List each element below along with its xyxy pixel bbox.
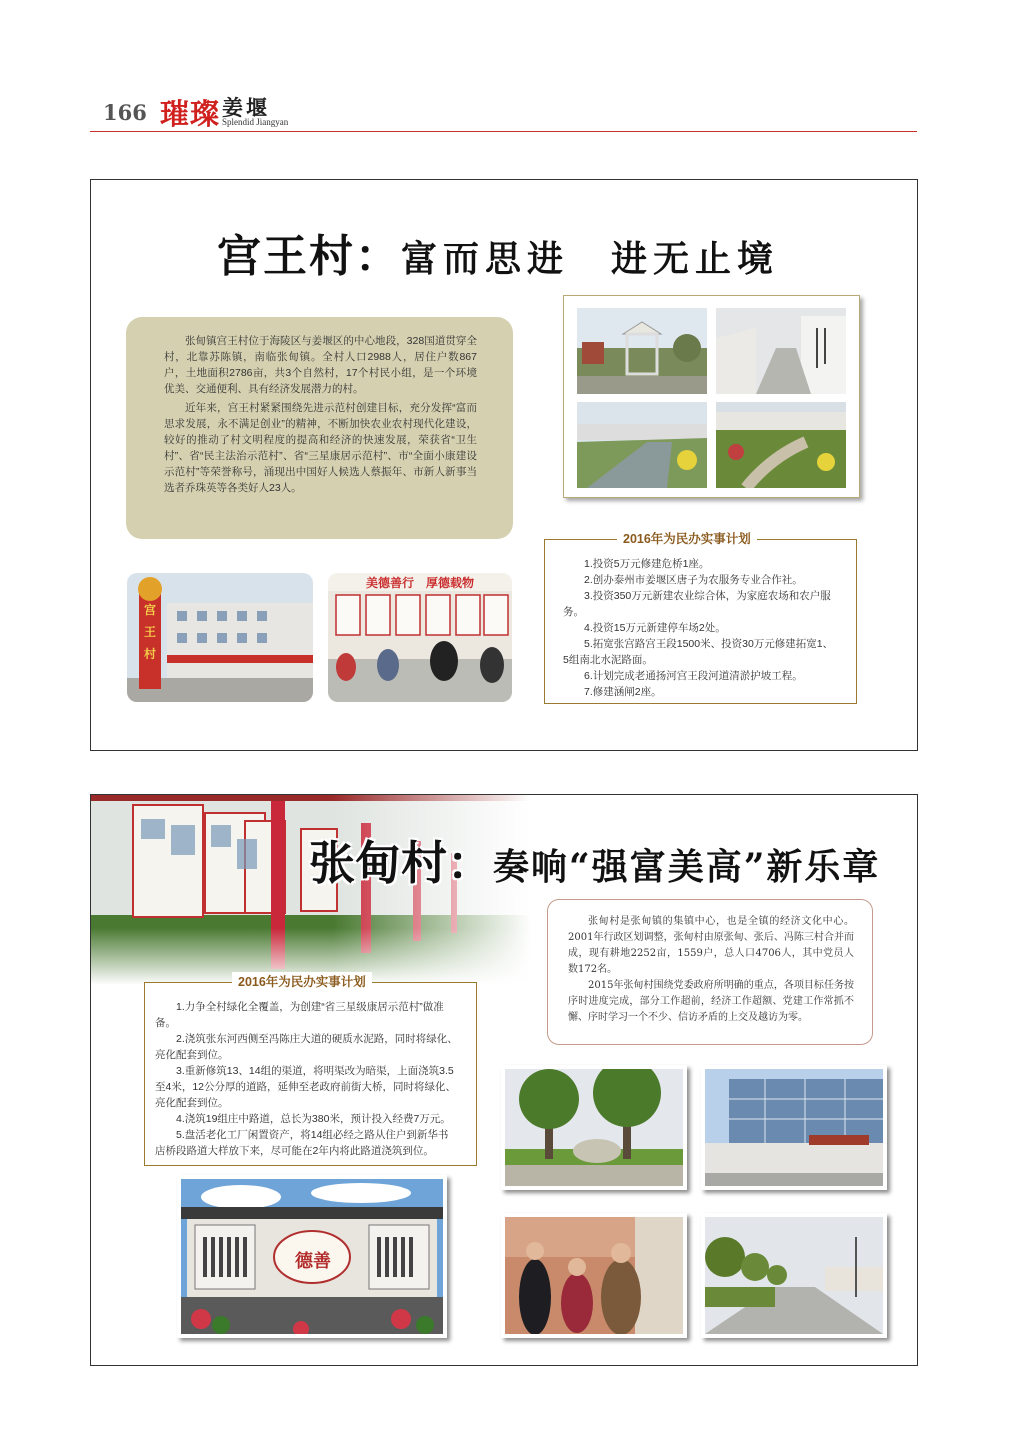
gongwang-intro	[126, 317, 513, 539]
zhangdian-title-main: 张甸村：	[309, 836, 493, 890]
plan-item: 5.盘活老化工厂闲置资产，将14组必经之路从住户到新华书店桥段路道大样放下来，尽可能在2年内将此路道浇筑到位。	[155, 1129, 449, 1157]
brand-subtitle-en: Splendid Jiangyan	[222, 117, 289, 127]
plan-item: 3.重新修筑13、14组的渠道，将明渠改为暗渠，上面浇筑3.5至4米，12公分厚的道路，延伸至老政府前街大桥，同时将绿化、亮化配套到位。	[155, 1065, 457, 1109]
village-sign-text: 宫王村	[143, 603, 156, 661]
gongwang-intro-p2: 近年来，宫王村紧紧围绕先进示范村创建目标，充分发挥“富而思求发展，永不满足创业”的精神，不断加快农业农村现代化建设，较好的推动了村文明程度的提高和经济的快速发展，荣获省“卫生村”、省“民主法治示范村”、省“三星康居示范村”、市“全面小康建设示范村”等荣誉称号，涌现出中国好人候选人蔡振年、市新人新事当选者乔珠英等各类好人23人。	[164, 402, 477, 494]
gongwang-intro-p1: 张甸镇宫王村位于海陵区与姜堰区的中心地段，328国道贯穿全村，北靠苏陈镇，南临张甸镇。全村人口2988人，居住户数867户，土地面积2786亩，共3个自然村，17个村民小组，是一个环境优美、交通便利、具有经济发展潜力的村。	[164, 335, 477, 395]
plan-item: 1.力争全村绿化全覆盖，为创建“省三星级康居示范村”做准备。	[155, 1001, 444, 1029]
town-building-photo	[701, 1065, 887, 1190]
zhangdian-title-sub: 奏响“强富美高”新乐章	[493, 846, 881, 888]
zhangdian-plan-box	[144, 982, 477, 1166]
plan-item: 4.浇筑19组庄中路道，总长为380米，预计投入经费7万元。	[176, 1113, 451, 1125]
plan-item: 2.浇筑张东河西侧至冯陈庄大道的硬质水泥路，同时将绿化、亮化配套到位。	[155, 1033, 458, 1061]
zhangdian-intro-p1: 张甸村是张甸镇的集镇中心，也是全镇的经济文化中心。2001年行政区划调整，张甸村由原张甸、张后、冯陈三村合并而成，现有耕地2252亩，1559户，总人口4706人，其中党员人数172名。	[568, 916, 854, 975]
zhangdian-intro	[547, 899, 873, 1045]
brand-title-black: 姜堰	[222, 95, 270, 120]
zhangdian-title	[309, 827, 880, 893]
gongwang-panel	[90, 179, 918, 751]
morality-slogan: 美德善行 厚德载物	[365, 576, 474, 590]
plan-item: 2.创办泰州市姜堰区唐子为农服务专业合作社。	[584, 574, 803, 586]
stage-emblem-text: 德善	[295, 1251, 331, 1272]
plan-item: 1.投资5万元修建危桥1座。	[584, 558, 710, 570]
gongwang-photo-frame	[563, 295, 860, 498]
page-number: 166	[103, 100, 147, 125]
gongwang-title	[217, 220, 779, 284]
village-stone-photo	[501, 1065, 687, 1190]
gongwang-plan-title: 2016年为民办实事计划	[617, 529, 757, 547]
garden-path-photo	[716, 402, 846, 488]
zhangdian-plan-title: 2016年为民办实事计划	[232, 972, 372, 990]
tree-lined-road-photo	[701, 1213, 887, 1338]
gongwang-title-sub: 富而思进 进无止境	[401, 238, 780, 280]
canal-photo	[577, 402, 707, 488]
village-sign-photo	[127, 573, 313, 702]
zhangdian-intro-p2: 2015年张甸村围绕党委政府所明确的重点，各项目标任务按序时进度完成，部分工作超前，经济工作超额、党建工作常抓不懈、序时学习一个不少、信访矛盾的上交及越访为零。	[568, 980, 854, 1023]
villagers-photo	[501, 1213, 687, 1338]
gongwang-title-main: 宫王村：	[217, 231, 401, 282]
village-lane-photo	[716, 308, 846, 394]
pavilion-photo	[577, 308, 707, 394]
plan-item: 6.计划完成老通扬河宫王段河道清淤护坡工程。	[584, 670, 803, 682]
zhangdian-panel	[90, 794, 918, 1366]
brand-title-red: 璀璨	[160, 97, 221, 131]
stage-photo	[177, 1175, 447, 1338]
gongwang-plan-box	[544, 539, 857, 704]
plan-item: 4.投资15万元新建停车场2处。	[584, 622, 726, 634]
plan-item: 5.拓宽张宫路宫王段1500米、投资30万元修建拓宽1、5组南北水泥路面。	[563, 638, 834, 666]
plan-item: 3.投资350万元新建农业综合体，为家庭农场和农户服务。	[563, 590, 831, 618]
plan-item: 7.修建涵闸2座。	[584, 686, 662, 698]
morality-board-photo	[328, 573, 512, 702]
header-rule	[90, 131, 917, 132]
